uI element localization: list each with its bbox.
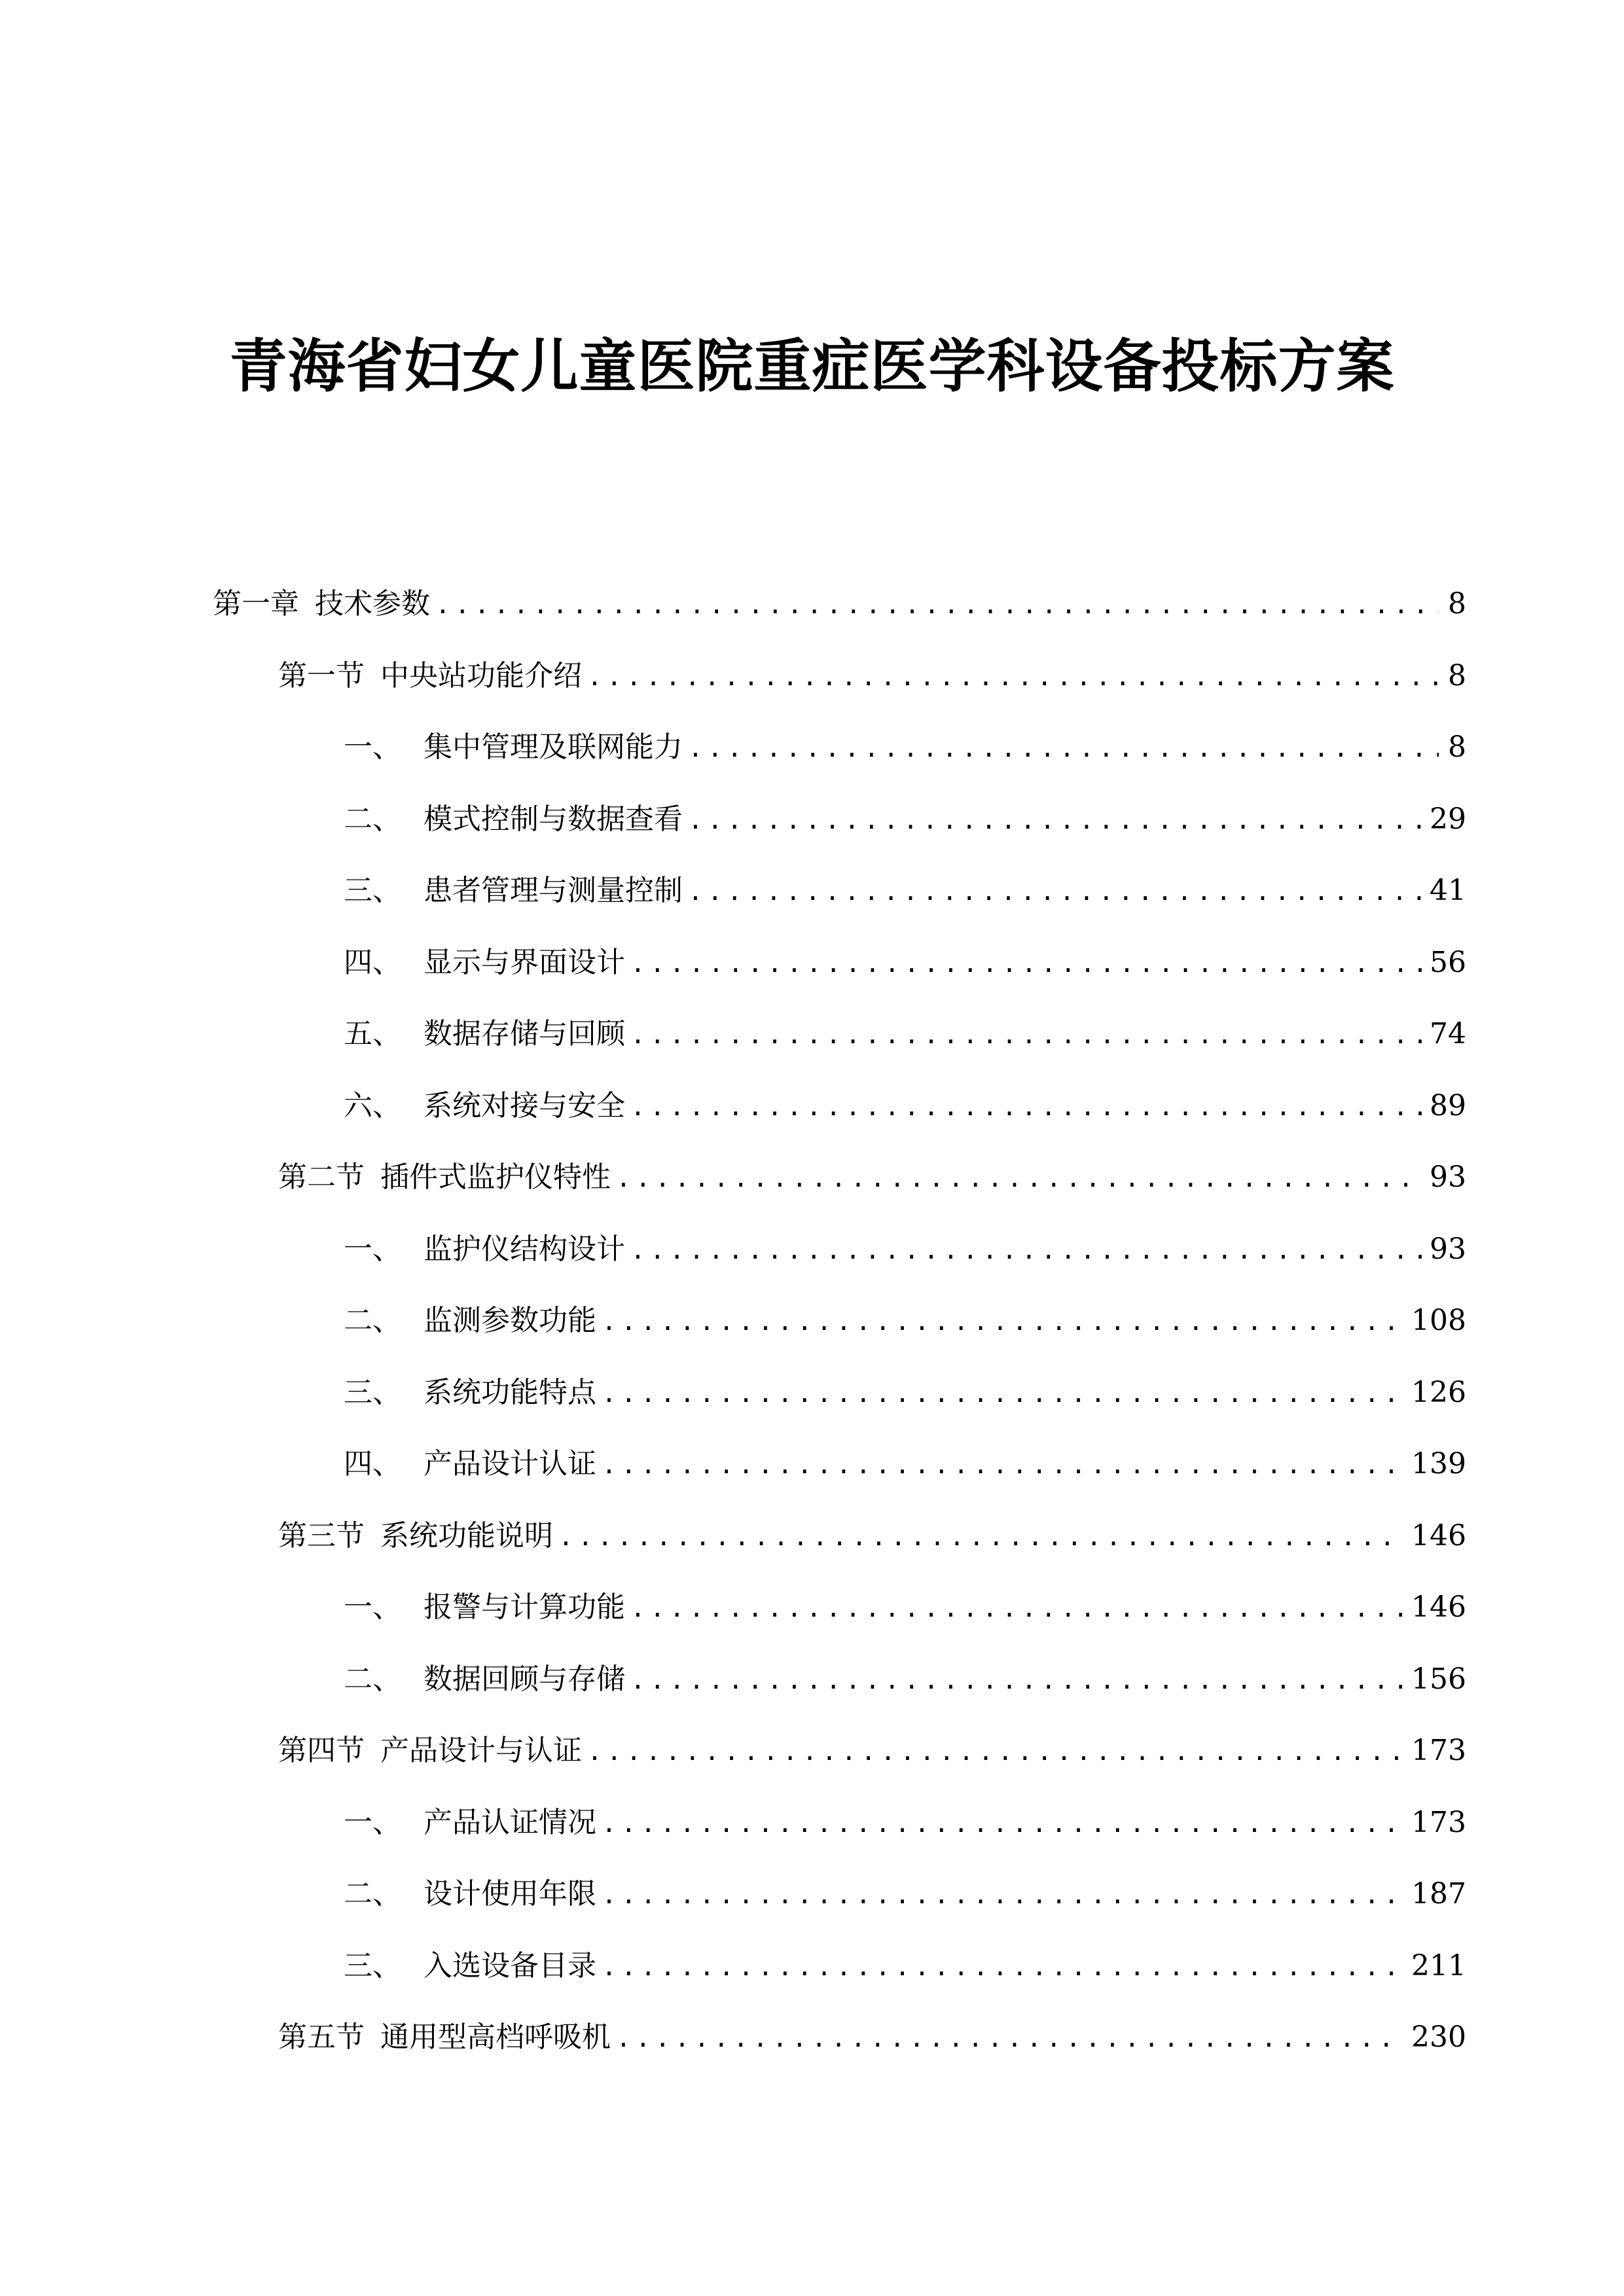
toc-entry[interactable]: [0, 927, 1624, 999]
toc-dot-leader: [688, 713, 1439, 785]
toc-entry[interactable]: [0, 1930, 1624, 2002]
toc-dot-leader: [688, 785, 1422, 857]
toc-entry-label: 设计使用年限: [424, 1877, 596, 1910]
toc-entry-label: 中央站功能介绍: [380, 658, 582, 692]
toc-entry-label: 通用型高档呼吸机: [380, 2020, 611, 2054]
toc-entry-label: 患者管理与测量控制: [424, 874, 683, 907]
toc-entry[interactable]: [0, 1500, 1624, 1572]
toc-entry[interactable]: [0, 711, 1624, 783]
toc-dot-leader: [558, 1501, 1403, 1573]
toc-entry-page-number: 173: [1411, 1805, 1466, 1839]
toc-entry-number: 一、: [344, 1590, 401, 1624]
toc-dot-leader: [630, 999, 1422, 1071]
toc-dot-leader: [587, 1716, 1403, 1788]
toc-entry-page-number: 156: [1411, 1662, 1466, 1696]
table-of-contents: [0, 568, 1624, 2073]
toc-entry-label: 技术参数: [315, 587, 430, 620]
toc-entry-number: 第二节: [278, 1160, 365, 1194]
toc-dot-leader: [630, 1215, 1422, 1287]
toc-dot-leader: [602, 1286, 1403, 1358]
toc-entry-label: 产品认证情况: [424, 1805, 596, 1839]
toc-entry[interactable]: [0, 1357, 1624, 1429]
toc-entry-page-number: 29: [1430, 802, 1466, 836]
toc-entry-page-number: 108: [1411, 1304, 1466, 1337]
toc-dot-leader: [587, 641, 1439, 713]
toc-entry-number: 第一节: [278, 658, 365, 692]
toc-entry-label: 报警与计算功能: [424, 1590, 625, 1624]
toc-dot-leader: [435, 569, 1439, 641]
toc-entry[interactable]: [0, 998, 1624, 1070]
toc-entry-page-number: 8: [1448, 730, 1466, 764]
toc-entry-number: 第一章: [213, 587, 299, 620]
toc-entry-label: 显示与界面设计: [424, 945, 625, 979]
toc-entry[interactable]: [0, 1643, 1624, 1715]
toc-entry-page-number: 230: [1411, 2020, 1466, 2054]
toc-entry-page-number: 173: [1411, 1734, 1466, 1767]
toc-entry-number: 四、: [344, 945, 401, 979]
toc-entry[interactable]: [0, 1213, 1624, 1285]
toc-dot-leader: [630, 1645, 1403, 1717]
toc-dot-leader: [602, 1429, 1403, 1501]
toc-entry-page-number: 93: [1430, 1160, 1466, 1194]
toc-entry-page-number: 8: [1448, 587, 1466, 620]
toc-entry-page-number: 89: [1430, 1088, 1466, 1122]
toc-dot-leader: [688, 856, 1422, 928]
toc-entry[interactable]: [0, 1787, 1624, 1859]
toc-entry-number: 一、: [344, 730, 401, 764]
toc-entry-label: 插件式监护仪特性: [380, 1160, 611, 1194]
toc-dot-leader: [602, 1358, 1403, 1430]
toc-entry-page-number: 93: [1430, 1232, 1466, 1266]
toc-entry-page-number: 74: [1430, 1017, 1466, 1050]
toc-entry-number: 第四节: [278, 1734, 365, 1767]
toc-entry[interactable]: [0, 1715, 1624, 1787]
toc-entry-page-number: 187: [1411, 1877, 1466, 1910]
toc-dot-leader: [616, 2003, 1403, 2075]
toc-entry-number: 一、: [344, 1805, 401, 1839]
toc-entry-label: 系统功能说明: [380, 1518, 553, 1552]
toc-entry-number: 第五节: [278, 2020, 365, 2054]
toc-entry-number: 二、: [344, 1877, 401, 1910]
toc-entry[interactable]: [0, 1858, 1624, 1930]
toc-dot-leader: [630, 1071, 1422, 1143]
toc-entry-label: 数据存储与回顾: [424, 1017, 625, 1050]
toc-entry-page-number: 8: [1448, 658, 1466, 692]
toc-entry-page-number: 41: [1430, 874, 1466, 907]
toc-entry-number: 三、: [344, 1948, 401, 1982]
toc-entry[interactable]: [0, 1070, 1624, 1142]
toc-entry[interactable]: [0, 1571, 1624, 1643]
toc-entry-label: 系统对接与安全: [424, 1088, 625, 1122]
toc-entry-label: 模式控制与数据查看: [424, 802, 683, 836]
document-title: 青海省妇女儿童医院重症医学科设备投标方案: [229, 332, 1395, 400]
toc-entry-number: 四、: [344, 1447, 401, 1480]
toc-entry[interactable]: [0, 568, 1624, 640]
toc-dot-leader: [630, 928, 1422, 1000]
toc-entry[interactable]: [0, 1428, 1624, 1500]
toc-entry[interactable]: [0, 640, 1624, 712]
toc-entry-number: 二、: [344, 802, 401, 836]
toc-entry-label: 入选设备目录: [424, 1948, 596, 1982]
toc-entry-page-number: 56: [1430, 945, 1466, 979]
toc-entry-page-number: 146: [1411, 1590, 1466, 1624]
toc-entry-label: 集中管理及联网能力: [424, 730, 683, 764]
toc-entry[interactable]: [0, 1141, 1624, 1213]
toc-dot-leader: [602, 1788, 1403, 1860]
toc-entry-label: 监护仪结构设计: [424, 1232, 625, 1266]
toc-entry-number: 二、: [344, 1304, 401, 1337]
toc-entry-number: 六、: [344, 1088, 401, 1122]
toc-entry-page-number: 146: [1411, 1518, 1466, 1552]
toc-entry-page-number: 211: [1411, 1948, 1466, 1982]
toc-dot-leader: [602, 1859, 1403, 1931]
toc-entry-page-number: 139: [1411, 1447, 1466, 1480]
toc-entry-label: 监测参数功能: [424, 1304, 596, 1337]
toc-dot-leader: [630, 1573, 1403, 1645]
toc-entry-number: 二、: [344, 1662, 401, 1696]
toc-entry-number: 一、: [344, 1232, 401, 1266]
toc-entry-label: 产品设计与认证: [380, 1734, 582, 1767]
toc-entry-number: 第三节: [278, 1518, 365, 1552]
toc-entry-label: 产品设计认证: [424, 1447, 596, 1480]
toc-entry[interactable]: [0, 1285, 1624, 1357]
toc-entry-number: 三、: [344, 874, 401, 907]
toc-entry-number: 五、: [344, 1017, 401, 1050]
toc-entry[interactable]: [0, 783, 1624, 855]
toc-dot-leader: [602, 1931, 1403, 2003]
toc-entry-label: 系统功能特点: [424, 1375, 596, 1409]
toc-entry-page-number: 126: [1411, 1375, 1466, 1409]
toc-entry-label: 数据回顾与存储: [424, 1662, 625, 1696]
toc-entry[interactable]: [0, 2001, 1624, 2073]
toc-entry-number: 三、: [344, 1375, 401, 1409]
toc-dot-leader: [616, 1143, 1422, 1215]
toc-entry[interactable]: [0, 855, 1624, 927]
